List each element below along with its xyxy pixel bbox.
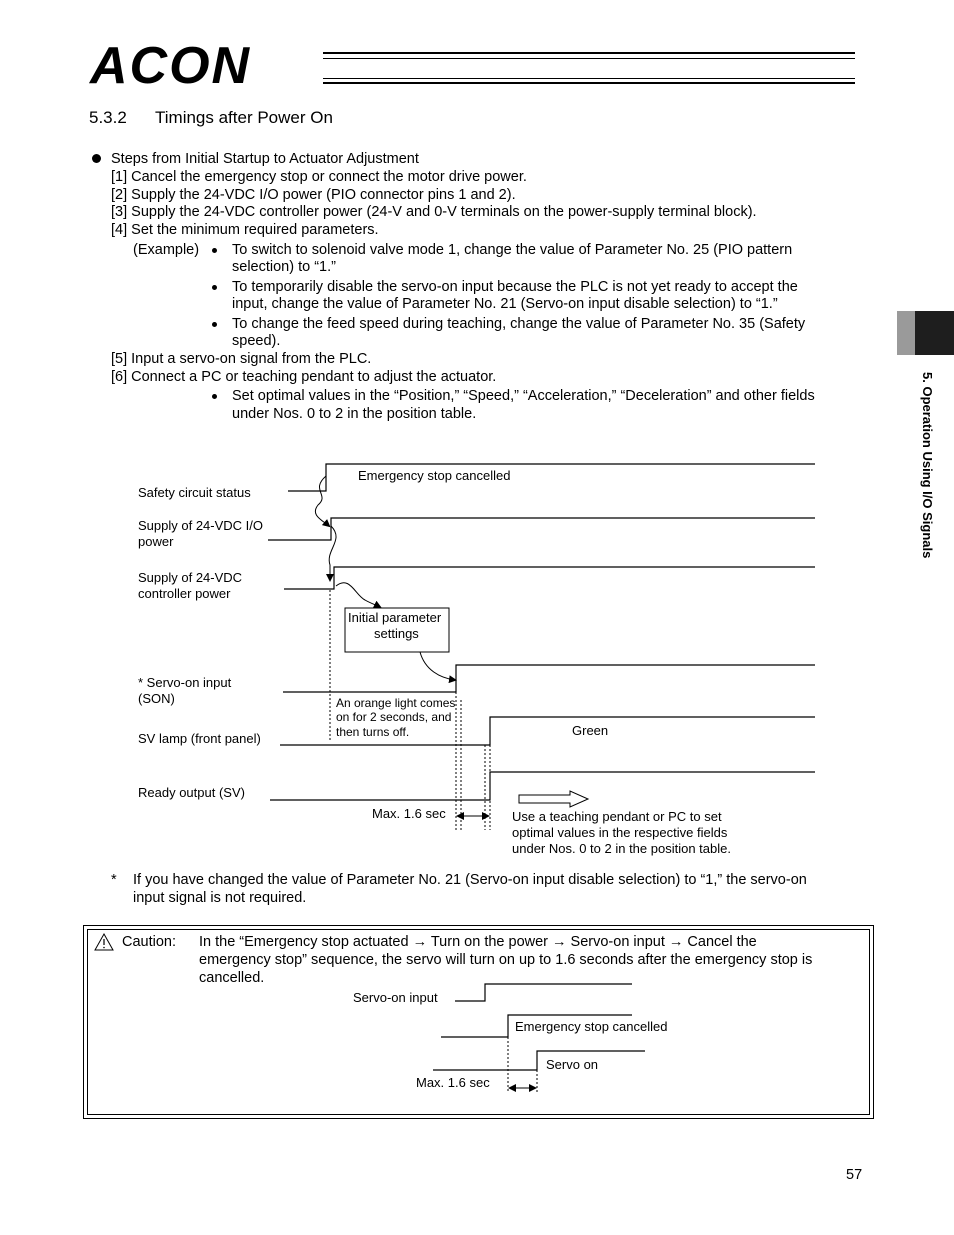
caution-line-1: In the “Emergency stop actuated → Turn on the power → Servo-on input → Cancel the [199,934,757,950]
caution-servo-on-label: Servo on [546,1057,599,1072]
curved-arrow-icon [329,526,336,580]
pendant-note-1: Use a teaching pendant or PC to set [512,809,722,824]
footnote-line-1: If you have changed the value of Parameter No. 21 (Servo-on input disable selection) to “1,” the servo-on [133,872,807,888]
ready-output-label: Ready output (SV) [138,785,245,800]
init-params-label-1: Initial parameter [348,610,442,625]
example-3-line-2: speed). [232,333,281,349]
curved-arrow-icon [336,583,380,607]
example-1-line-1: To switch to solenoid valve mode 1, change the value of Parameter No. 25 (PIO pattern [232,242,793,258]
io-power-label-2: power [138,534,174,549]
chapter-tab-dark [915,311,954,355]
controller-power-signal [284,567,815,589]
example-1-line-2: selection) to “1.” [232,259,336,275]
step-6: [6] Connect a PC or teaching pendant to adjust the actuator. [111,369,497,385]
section-title: Timings after Power On [155,108,333,127]
orange-note-2: on for 2 seconds, and [336,710,452,724]
steps-heading: Steps from Initial Startup to Actuator Adjustment [111,151,419,167]
pendant-note-2: optimal values in the respective fields [512,825,728,840]
ctrl-power-label-2: controller power [138,586,231,601]
caution-line-3: cancelled. [199,970,265,986]
ctrl-power-label-1: Supply of 24-VDC [138,570,243,585]
io-power-label-1: Supply of 24-VDC I/O [138,518,263,533]
pendant-note-3: under Nos. 0 to 2 in the position table. [512,841,731,856]
servo-on-signal [283,665,815,692]
caution-servo-on-input-label: Servo-on input [353,990,438,1005]
page-number: 57 [846,1167,863,1183]
caution-max-time-label: Max. 1.6 sec [416,1075,490,1090]
section-number: 5.3.2 [89,108,127,127]
step-1: [1] Cancel the emergency stop or connect the motor drive power. [111,169,527,185]
orange-note-3: then turns off. [336,725,410,739]
step-3: [3] Supply the 24-VDC controller power (24-V and 0-V terminals on the power-supply terminal block). [111,204,757,220]
step-4: [4] Set the minimum required parameters. [111,222,379,238]
orange-note-1: An orange light comes [336,696,456,710]
example-3-line-1: To change the feed speed during teaching, change the value of Parameter No. 35 (Safety [232,316,806,332]
curved-arrow-icon [315,476,329,526]
caution-line-2: emergency stop” sequence, the servo will turn on up to 1.6 seconds after the emergency stop is [199,952,813,968]
max-time-label: Max. 1.6 sec [372,806,446,821]
servo-on-label-2: (SON) [138,691,175,706]
hollow-arrow-icon [519,791,588,807]
io-power-signal [268,518,815,540]
chapter-tab-light [897,311,915,355]
estop-cancelled-label: Emergency stop cancelled [358,468,511,483]
init-params-label-2: settings [374,626,419,641]
example-4-line-2: under Nos. 0 to 2 in the position table. [232,406,477,422]
footnote-line-2: input signal is not required. [133,890,307,906]
footnote-mark: * [111,872,117,888]
chapter-side-label: 5. Operation Using I/O Signals [920,372,935,559]
caution-estop-cancelled-label: Emergency stop cancelled [515,1019,668,1034]
caution-label: Caution: [122,934,177,950]
example-2-line-2: input, change the value of Parameter No. 21 (Servo-on input disable selection) to “1.” [232,296,778,312]
sv-lamp-label: SV lamp (front panel) [138,731,261,746]
servo-on-label-1: * Servo-on input [138,675,232,690]
safety-circuit-label: Safety circuit status [138,485,251,500]
curved-arrow-icon [420,652,455,680]
example-2-line-1: To temporarily disable the servo-on input because the PLC is not yet ready to accept the [232,279,798,295]
example-4-line-1: Set optimal values in the “Position,” “Speed,” “Acceleration,” “Deceleration” and other fields [232,388,815,404]
example-label: (Example) [133,242,200,258]
green-label: Green [572,723,609,738]
step-2: [2] Supply the 24-VDC I/O power (PIO connector pins 1 and 2). [111,187,516,203]
step-5: [5] Input a servo-on signal from the PLC. [111,351,372,367]
acon-logo: ACON [90,37,252,95]
